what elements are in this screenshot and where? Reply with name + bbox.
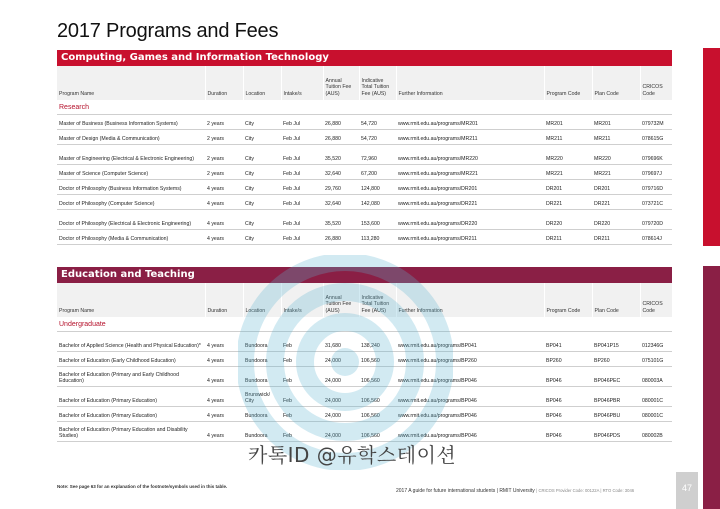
table-cell: 4 years (205, 331, 243, 351)
table-cell: 106,560 (359, 351, 396, 366)
program-link[interactable]: www.rmit.edu.au/programs/MR211 (396, 129, 544, 144)
table-cell: DR221 (544, 194, 592, 209)
table-cell: City (243, 129, 281, 144)
column-header: Program Name (57, 283, 205, 317)
table-header-row (57, 66, 672, 100)
table-cell: 079697J (640, 164, 672, 179)
table-cell: 4 years (205, 421, 243, 441)
table-cell: MR221 (592, 164, 640, 179)
table-cell: Feb Jul (281, 129, 323, 144)
table-cell: 078614J (640, 229, 672, 244)
table-cell: 2 years (205, 164, 243, 179)
section-education (57, 267, 672, 442)
table-cell: 2 years (205, 129, 243, 144)
column-header: Indicative Total Tuition Fee (AUS) (359, 283, 396, 317)
table-cell: DR221 (592, 194, 640, 209)
table-cell: Bachelor of Education (Early Childhood Education) (57, 351, 205, 366)
section-computing (57, 50, 672, 245)
table-cell: 106,560 (359, 366, 396, 386)
table-cell: Feb (281, 421, 323, 441)
table-cell: 2 years (205, 144, 243, 164)
table-cell: 079732M (640, 114, 672, 129)
table-cell: City (243, 114, 281, 129)
side-accent-bar (703, 266, 720, 509)
table-cell: 079696K (640, 144, 672, 164)
table-cell: 24,000 (323, 386, 359, 406)
table-cell: BP260 (544, 351, 592, 366)
table-cell: Feb Jul (281, 144, 323, 164)
table-row (57, 179, 672, 194)
table-row (57, 366, 672, 386)
column-header: Duration (205, 283, 243, 317)
table-cell: 138,240 (359, 331, 396, 351)
table-cell: DR220 (592, 209, 640, 229)
footer-main: 2017 A guide for future international students | RMIT University (396, 488, 535, 494)
table-cell: 4 years (205, 229, 243, 244)
column-header: Intake/s (281, 66, 323, 100)
category-label: Research (57, 100, 672, 114)
table-cell: DR211 (592, 229, 640, 244)
table-cell: 080003A (640, 366, 672, 386)
table-cell: 124,800 (359, 179, 396, 194)
page-number: 47 (676, 472, 698, 509)
table-cell: Feb Jul (281, 229, 323, 244)
table-row (57, 351, 672, 366)
program-link[interactable]: www.rmit.edu.au/programs/DR201 (396, 179, 544, 194)
table-cell: 2 years (205, 114, 243, 129)
table-cell: Doctor of Philosophy (Electrical & Electronic Engineering) (57, 209, 205, 229)
table-cell: Feb (281, 386, 323, 406)
table-cell: 26,880 (323, 129, 359, 144)
table-cell: Doctor of Philosophy (Computer Science) (57, 194, 205, 209)
table-cell: City (243, 209, 281, 229)
programs-table (57, 283, 673, 442)
program-link[interactable]: www.rmit.edu.au/programs/BP046 (396, 386, 544, 406)
table-cell: Bundoora (243, 421, 281, 441)
table-cell: Bachelor of Education (Primary Education and Disability Studies) (57, 421, 205, 441)
program-link[interactable]: www.rmit.edu.au/programs/BP046 (396, 366, 544, 386)
table-cell: 080001C (640, 386, 672, 406)
table-cell: Bundoora (243, 406, 281, 421)
table-cell: Master of Science (Computer Science) (57, 164, 205, 179)
table-cell: 54,720 (359, 129, 396, 144)
table-cell: Feb Jul (281, 114, 323, 129)
table-cell: 106,560 (359, 421, 396, 441)
table-row (57, 194, 672, 209)
section-title: Computing, Games and Information Technology (57, 50, 672, 66)
table-cell: BP041P15 (592, 331, 640, 351)
column-header: Annual Tuition Fee (AUS) (323, 66, 359, 100)
table-row (57, 164, 672, 179)
table-cell: 4 years (205, 179, 243, 194)
table-cell: 4 years (205, 194, 243, 209)
program-link[interactable]: www.rmit.edu.au/programs/MR201 (396, 114, 544, 129)
table-cell: 24,000 (323, 406, 359, 421)
table-cell: Feb Jul (281, 164, 323, 179)
table-cell: City (243, 229, 281, 244)
program-link[interactable]: www.rmit.edu.au/programs/MR221 (396, 164, 544, 179)
table-cell: Feb Jul (281, 209, 323, 229)
table-cell: 012346G (640, 331, 672, 351)
table-cell: 142,080 (359, 194, 396, 209)
table-cell: Feb Jul (281, 179, 323, 194)
table-cell: 35,520 (323, 209, 359, 229)
table-cell: DR211 (544, 229, 592, 244)
table-cell: 32,640 (323, 194, 359, 209)
table-cell: DR201 (544, 179, 592, 194)
table-row (57, 114, 672, 129)
section-title: Education and Teaching (57, 267, 672, 283)
table-cell: Doctor of Philosophy (Media & Communication) (57, 229, 205, 244)
table-cell: Bundoora (243, 351, 281, 366)
side-accent-bar (703, 48, 720, 246)
program-link[interactable]: www.rmit.edu.au/programs/BP046 (396, 421, 544, 441)
program-link[interactable]: www.rmit.edu.au/programs/MR220 (396, 144, 544, 164)
table-cell: 075101G (640, 351, 672, 366)
table-cell: Feb (281, 406, 323, 421)
table-cell: City (243, 144, 281, 164)
table-cell: 29,760 (323, 179, 359, 194)
column-header: CRICOS Code (640, 283, 672, 317)
table-cell: 72,960 (359, 144, 396, 164)
table-cell: Brunswick/ City (243, 386, 281, 406)
table-cell: 4 years (205, 209, 243, 229)
programs-table (57, 66, 673, 245)
table-cell: 078615G (640, 129, 672, 144)
table-cell: BP046 (544, 386, 592, 406)
table-cell: Feb (281, 366, 323, 386)
table-cell: Bachelor of Education (Primary and Early Childhood Education) (57, 366, 205, 386)
table-row (57, 331, 672, 351)
column-header: Further Information (396, 283, 544, 317)
footnote: Note: See page 63 for an explanation of the footnote/symbols used in this table. (57, 484, 228, 489)
table-cell: 4 years (205, 351, 243, 366)
table-cell: 26,880 (323, 114, 359, 129)
program-link[interactable]: www.rmit.edu.au/programs/BP041 (396, 331, 544, 351)
column-header: Plan Code (592, 283, 640, 317)
table-cell: 4 years (205, 386, 243, 406)
table-cell: 079720D (640, 209, 672, 229)
column-header: Program Name (57, 66, 205, 100)
table-row (57, 386, 672, 406)
table-cell: MR201 (592, 114, 640, 129)
table-cell: 4 years (205, 366, 243, 386)
category-label: Undergraduate (57, 317, 672, 331)
category-row (57, 317, 672, 331)
table-cell: City (243, 179, 281, 194)
table-cell: BP260 (592, 351, 640, 366)
table-cell: MR221 (544, 164, 592, 179)
table-row (57, 129, 672, 144)
table-cell: MR220 (544, 144, 592, 164)
table-cell: 080002B (640, 421, 672, 441)
table-cell: MR211 (592, 129, 640, 144)
table-cell: BP046 (544, 366, 592, 386)
table-cell: DR220 (544, 209, 592, 229)
column-header: Program Code (544, 66, 592, 100)
table-cell: 113,280 (359, 229, 396, 244)
table-row (57, 229, 672, 244)
column-header: Annual Tuition Fee (AUS) (323, 283, 359, 317)
page-title: 2017 Programs and Fees (57, 20, 279, 42)
table-cell: Master of Design (Media & Communication) (57, 129, 205, 144)
footer-codes: | CRICOS Provider Code: 00122A | RTO Code: 3046 (536, 488, 635, 493)
table-cell: 106,560 (359, 406, 396, 421)
table-cell: 106,560 (359, 386, 396, 406)
table-cell: Bachelor of Applied Science (Health and Physical Education)* (57, 331, 205, 351)
table-cell: 24,000 (323, 366, 359, 386)
table-cell: 24,000 (323, 421, 359, 441)
table-cell: Bundoora (243, 331, 281, 351)
column-header: Location (243, 283, 281, 317)
footer (396, 488, 634, 494)
table-cell: 35,520 (323, 144, 359, 164)
program-link[interactable]: www.rmit.edu.au/programs/BP260 (396, 351, 544, 366)
watermark-text: 카톡ID @유학스테이션 (248, 443, 457, 467)
column-header: CRICOS Code (640, 66, 672, 100)
column-header: Duration (205, 66, 243, 100)
table-cell: 080001C (640, 406, 672, 421)
column-header: Further Information (396, 66, 544, 100)
program-link[interactable]: www.rmit.edu.au/programs/DR211 (396, 229, 544, 244)
category-row (57, 100, 672, 114)
table-cell: Bachelor of Education (Primary Education) (57, 406, 205, 421)
table-cell: Feb (281, 331, 323, 351)
table-cell: 079716D (640, 179, 672, 194)
program-link[interactable]: www.rmit.edu.au/programs/BP046 (396, 406, 544, 421)
table-cell: Master of Business (Business Information Systems) (57, 114, 205, 129)
table-cell: 4 years (205, 406, 243, 421)
column-header: Plan Code (592, 66, 640, 100)
program-link[interactable]: www.rmit.edu.au/programs/DR220 (396, 209, 544, 229)
table-cell: 073721C (640, 194, 672, 209)
table-cell: BP046PEC (592, 366, 640, 386)
table-cell: DR201 (592, 179, 640, 194)
table-cell: BP046PBU (592, 406, 640, 421)
column-header: Indicative Total Tuition Fee (AUS) (359, 66, 396, 100)
table-cell: 31,680 (323, 331, 359, 351)
table-cell: Bundoora (243, 366, 281, 386)
table-cell: Feb (281, 351, 323, 366)
column-header: Location (243, 66, 281, 100)
column-header: Intake/s (281, 283, 323, 317)
table-cell: 54,720 (359, 114, 396, 129)
table-cell: Feb Jul (281, 194, 323, 209)
table-row (57, 209, 672, 229)
table-cell: 32,640 (323, 164, 359, 179)
table-cell: Master of Engineering (Electrical & Electronic Engineering) (57, 144, 205, 164)
table-header-row (57, 283, 672, 317)
table-cell: Doctor of Philosophy (Business Information Systems) (57, 179, 205, 194)
table-cell: MR201 (544, 114, 592, 129)
table-cell: 24,000 (323, 351, 359, 366)
table-row (57, 144, 672, 164)
table-cell: BP041 (544, 331, 592, 351)
table-cell: 153,600 (359, 209, 396, 229)
table-cell: 67,200 (359, 164, 396, 179)
table-cell: 26,880 (323, 229, 359, 244)
table-cell: Bachelor of Education (Primary Education) (57, 386, 205, 406)
table-cell: BP046 (544, 421, 592, 441)
table-cell: BP046PBR (592, 386, 640, 406)
table-cell: City (243, 164, 281, 179)
column-header: Program Code (544, 283, 592, 317)
table-cell: MR211 (544, 129, 592, 144)
table-row (57, 406, 672, 421)
table-cell: BP046PDS (592, 421, 640, 441)
program-link[interactable]: www.rmit.edu.au/programs/DR221 (396, 194, 544, 209)
table-cell: BP046 (544, 406, 592, 421)
table-cell: MR220 (592, 144, 640, 164)
table-cell: City (243, 194, 281, 209)
